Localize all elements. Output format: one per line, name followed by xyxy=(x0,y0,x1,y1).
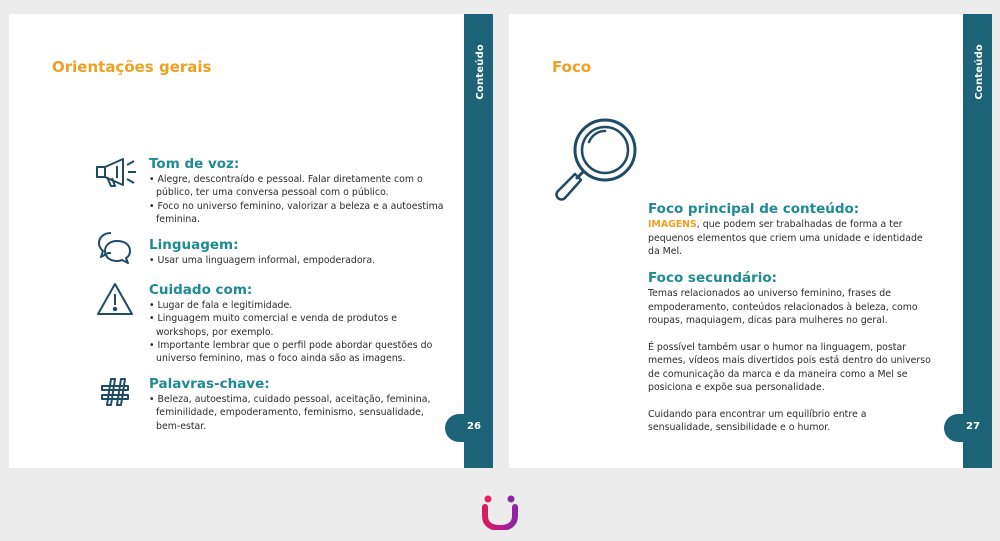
section-heading: Foco principal de conteúdo: xyxy=(648,201,860,217)
magnifier-icon xyxy=(555,116,639,224)
page-title: Orientações gerais xyxy=(52,58,212,76)
page-number: 27 xyxy=(966,421,980,432)
tab-label: Conteúdo xyxy=(475,44,486,100)
side-tab xyxy=(963,14,992,468)
section-heading: Palavras-chave: xyxy=(149,376,270,392)
section-palavras-chave xyxy=(149,376,444,433)
bullet-item: • Usar uma linguagem informal, empoderadora. xyxy=(149,255,376,266)
page-number: 26 xyxy=(467,421,481,432)
main-focus-section xyxy=(648,201,933,259)
chat-bubbles-icon xyxy=(97,230,133,268)
body-text: , que podem ser trabalhadas de forma a ter pequenos elementos que criem uma unidade e identidade da Mel. xyxy=(648,219,923,257)
secondary-focus-section xyxy=(648,270,933,435)
body-paragraph: Temas relacionados ao universo feminino, frases de empoderamento, conteúdos relacionados à beleza, como roupas, maquiagem, dicas para mulheres no geral. xyxy=(648,288,918,326)
section-heading: Tom de voz: xyxy=(149,156,240,172)
section-cuidado-com xyxy=(149,282,444,365)
bullet-item: • Foco no universo feminino, valorizar a beleza e a autoestima feminina. xyxy=(149,200,444,225)
section-tom-de-voz xyxy=(149,156,444,226)
section-linguagem xyxy=(149,237,444,267)
megaphone-icon xyxy=(95,156,141,192)
bullet-item: • Lugar de fala e legitimidade. xyxy=(149,300,293,311)
bullet-item: • Alegre, descontraído e pessoal. Falar diretamente com o público, ter uma conversa pessoal com o público. xyxy=(149,174,423,199)
brand-logo-icon xyxy=(481,494,519,534)
bullet-item: • Linguagem muito comercial e venda de produtos e workshops, por exemplo. xyxy=(149,313,397,338)
section-heading: Linguagem: xyxy=(149,237,239,253)
page-number-badge xyxy=(445,414,493,442)
highlight-text: IMAGENS xyxy=(648,219,697,230)
page-title: Foco xyxy=(552,58,592,76)
body-paragraph: Cuidando para encontrar um equilíbrio entre a sensualidade, sensibilidade e o humor. xyxy=(648,408,867,433)
section-heading: Cuidado com: xyxy=(149,282,253,298)
bullet-item: • Beleza, autoestima, cuidado pessoal, aceitação, feminina, feminilidade, empoderamento, feminismo, sensualidade, bem-estar. xyxy=(149,394,431,432)
left-page xyxy=(9,14,493,468)
right-page xyxy=(509,14,992,468)
page-number-badge xyxy=(944,414,992,442)
bullet-item: • Importante lembrar que o perfil pode abordar questões do universo feminino, mas o foco ainda são as imagens. xyxy=(149,339,433,365)
warning-icon xyxy=(96,282,134,320)
hashtag-icon xyxy=(99,376,131,412)
side-tab xyxy=(464,14,493,468)
tab-label: Conteúdo xyxy=(974,44,985,100)
section-heading: Foco secundário: xyxy=(648,270,778,286)
main-focus-text xyxy=(648,218,933,259)
body-paragraph: É possível também usar o humor na linguagem, postar memes, vídeos mais divertidos pois está dentro do universo de comunicação da marca e da maneira como a Mel se posiciona e expõe sua personalidade. xyxy=(648,341,931,393)
